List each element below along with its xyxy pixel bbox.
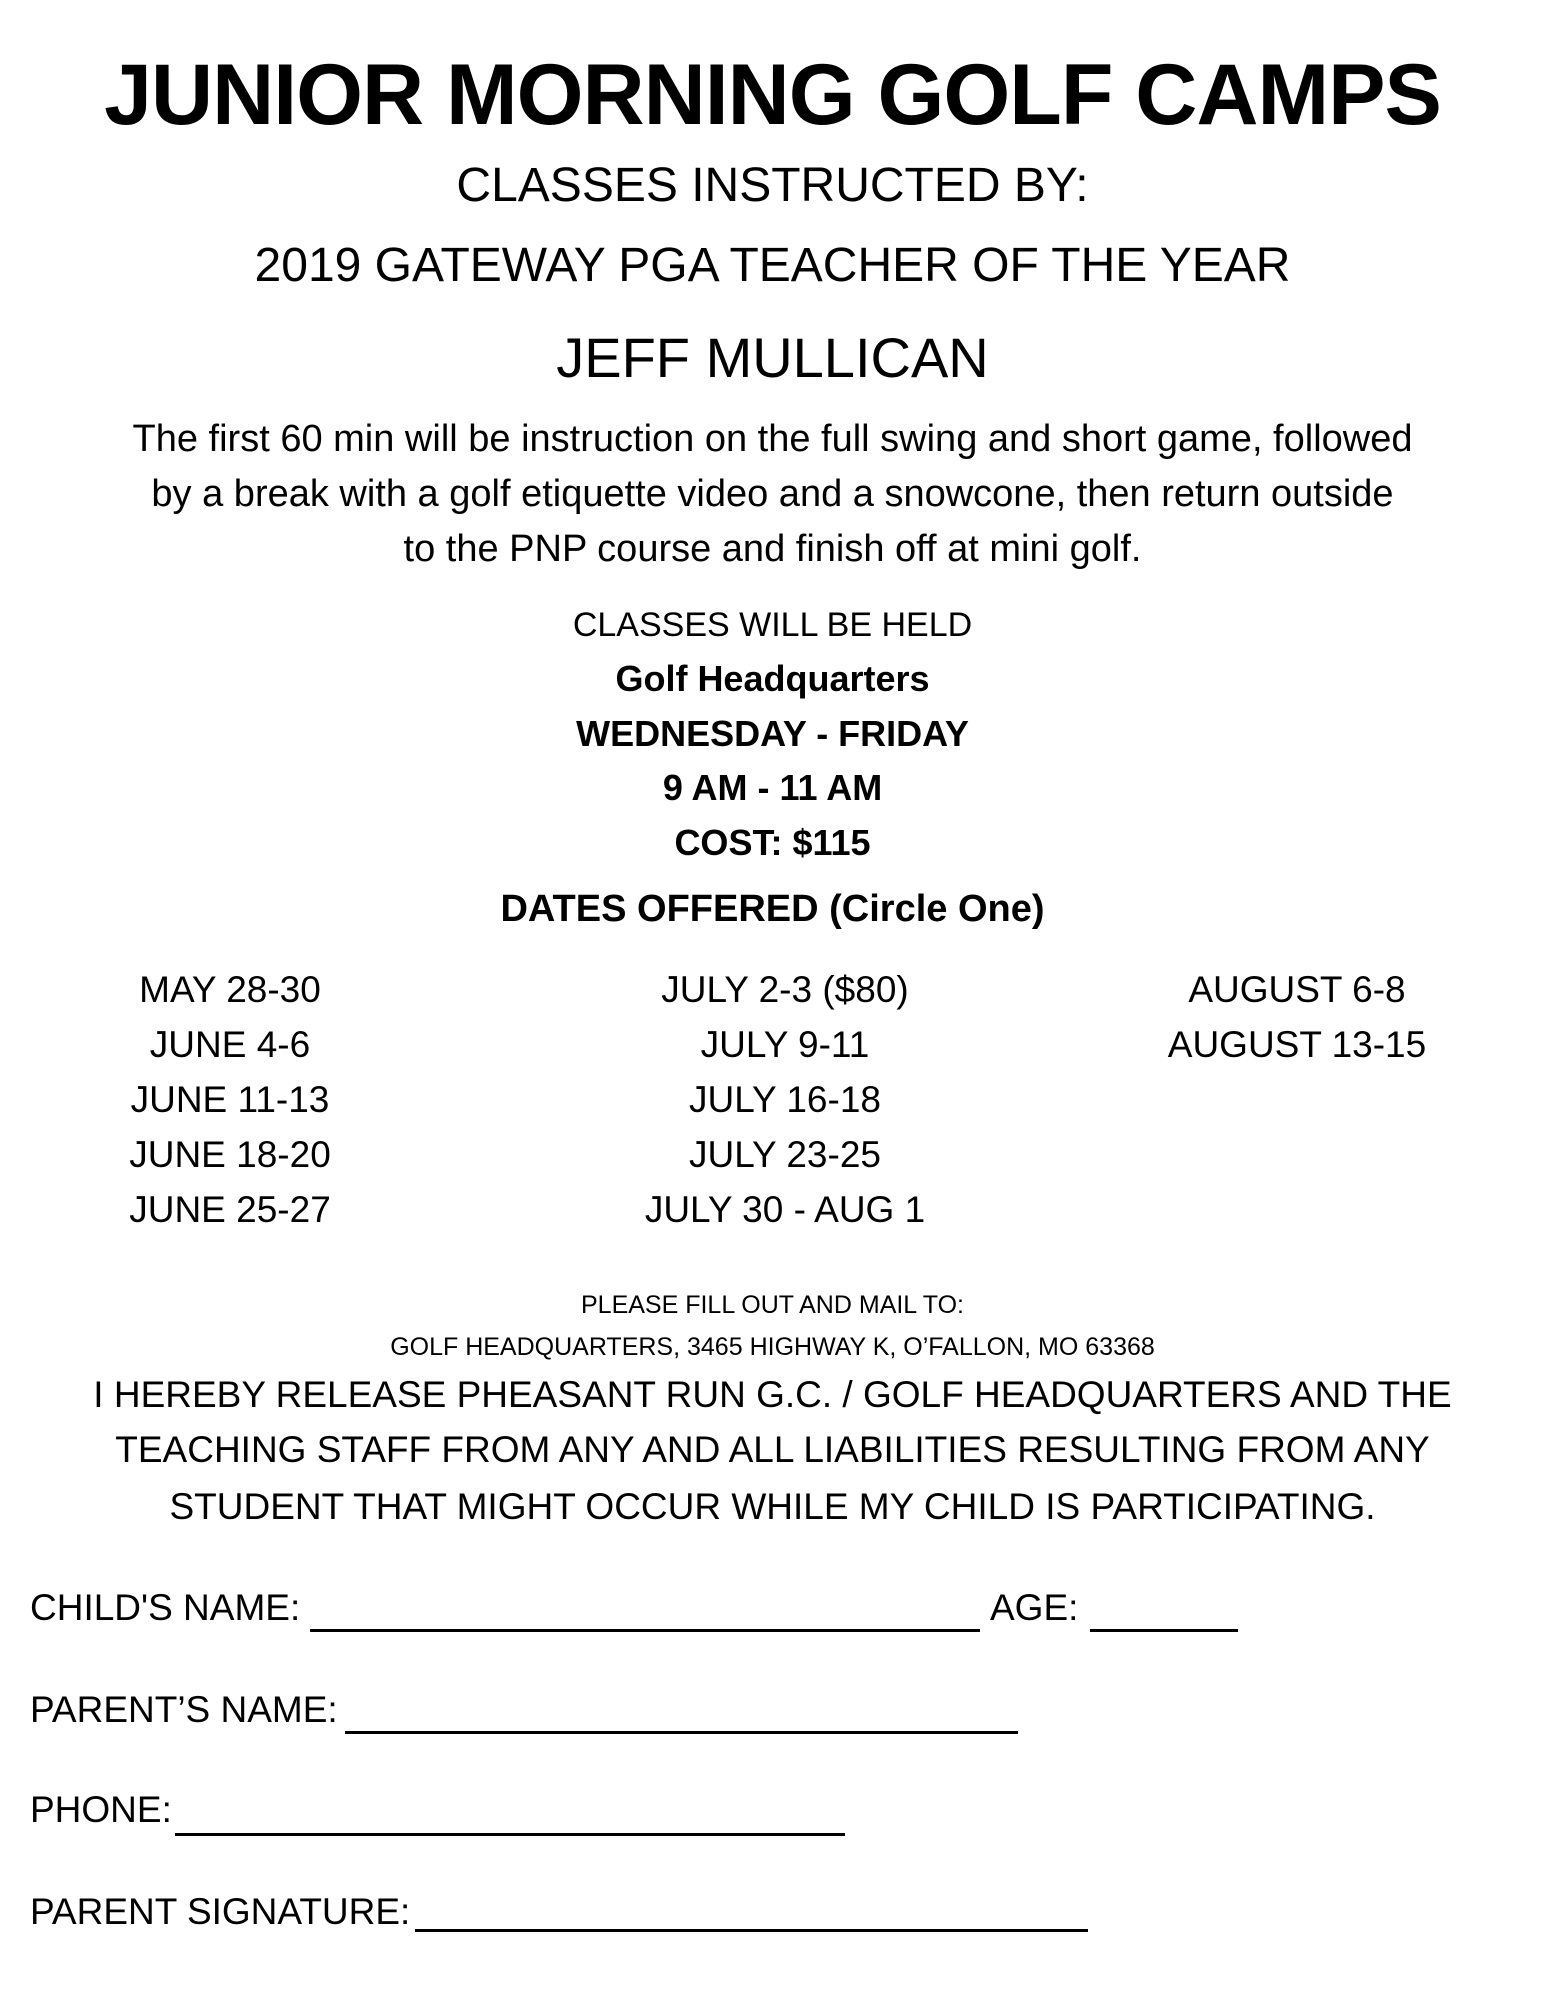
- parent-signature-field[interactable]: [415, 1929, 1088, 1932]
- mail-address: GOLF HEADQUARTERS, 3465 HIGHWAY K, O’FALLON, MO 63368: [390, 1333, 1155, 1361]
- dates-column-july: [535, 962, 1035, 1237]
- date-option[interactable]: JULY 2-3 ($80): [661, 969, 909, 1010]
- held-label: CLASSES WILL BE HELD: [572, 606, 973, 644]
- parent-name-field[interactable]: [345, 1731, 1018, 1734]
- description-line: by a break with a golf etiquette video and a snowcone, then return outside: [151, 473, 1394, 515]
- phone-field[interactable]: [175, 1833, 845, 1836]
- page-title: JUNIOR MORNING GOLF CAMPS: [104, 47, 1441, 143]
- date-option[interactable]: AUGUST 6-8: [1188, 969, 1406, 1010]
- date-option[interactable]: AUGUST 13-15: [1167, 1024, 1427, 1065]
- phone-label: PHONE:: [30, 1789, 172, 1830]
- days: WEDNESDAY - FRIDAY: [576, 713, 969, 754]
- instructor-name: JEFF MULLICAN: [556, 326, 989, 389]
- location: Golf Headquarters: [615, 658, 930, 699]
- release-line: STUDENT THAT MIGHT OCCUR WHILE MY CHILD IS PARTICIPATING.: [169, 1486, 1376, 1527]
- date-option[interactable]: JULY 30 - AUG 1: [644, 1189, 926, 1230]
- dates-column-august: [1047, 962, 1545, 1072]
- child-name-label: CHILD'S NAME:: [30, 1587, 301, 1628]
- age-field[interactable]: [1090, 1629, 1238, 1632]
- date-option[interactable]: JUNE 4-6: [149, 1024, 311, 1065]
- cost: COST: $115: [674, 822, 871, 863]
- description-line: The first 60 min will be instruction on the full swing and short game, followed: [132, 418, 1413, 460]
- release-line: TEACHING STAFF FROM ANY AND ALL LIABILITIES RESULTING FROM ANY: [115, 1429, 1430, 1470]
- child-name-field[interactable]: [310, 1629, 980, 1632]
- release-line: I HEREBY RELEASE PHEASANT RUN G.C. / GOLF HEADQUARTERS AND THE: [93, 1374, 1452, 1415]
- date-option[interactable]: JULY 16-18: [689, 1079, 881, 1120]
- date-option[interactable]: JUNE 11-13: [130, 1079, 330, 1120]
- date-option[interactable]: JUNE 25-27: [129, 1189, 331, 1230]
- dates-column-may-june: [0, 962, 480, 1237]
- date-option[interactable]: MAY 28-30: [139, 969, 321, 1010]
- award: 2019 GATEWAY PGA TEACHER OF THE YEAR: [254, 239, 1291, 292]
- description-line: to the PNP course and finish off at mini golf.: [403, 528, 1142, 570]
- time: 9 AM - 11 AM: [662, 767, 883, 808]
- parent-signature-label: PARENT SIGNATURE:: [30, 1891, 411, 1932]
- instructed-by: CLASSES INSTRUCTED BY:: [456, 159, 1089, 212]
- date-option[interactable]: JULY 23-25: [689, 1134, 881, 1175]
- parent-name-label: PARENT’S NAME:: [30, 1689, 338, 1730]
- date-option[interactable]: JUNE 18-20: [129, 1134, 331, 1175]
- mail-instruction: PLEASE FILL OUT AND MAIL TO:: [580, 1291, 964, 1319]
- age-label: AGE:: [990, 1587, 1079, 1628]
- date-option[interactable]: JULY 9-11: [700, 1024, 870, 1065]
- dates-heading: DATES OFFERED (Circle One): [500, 888, 1045, 930]
